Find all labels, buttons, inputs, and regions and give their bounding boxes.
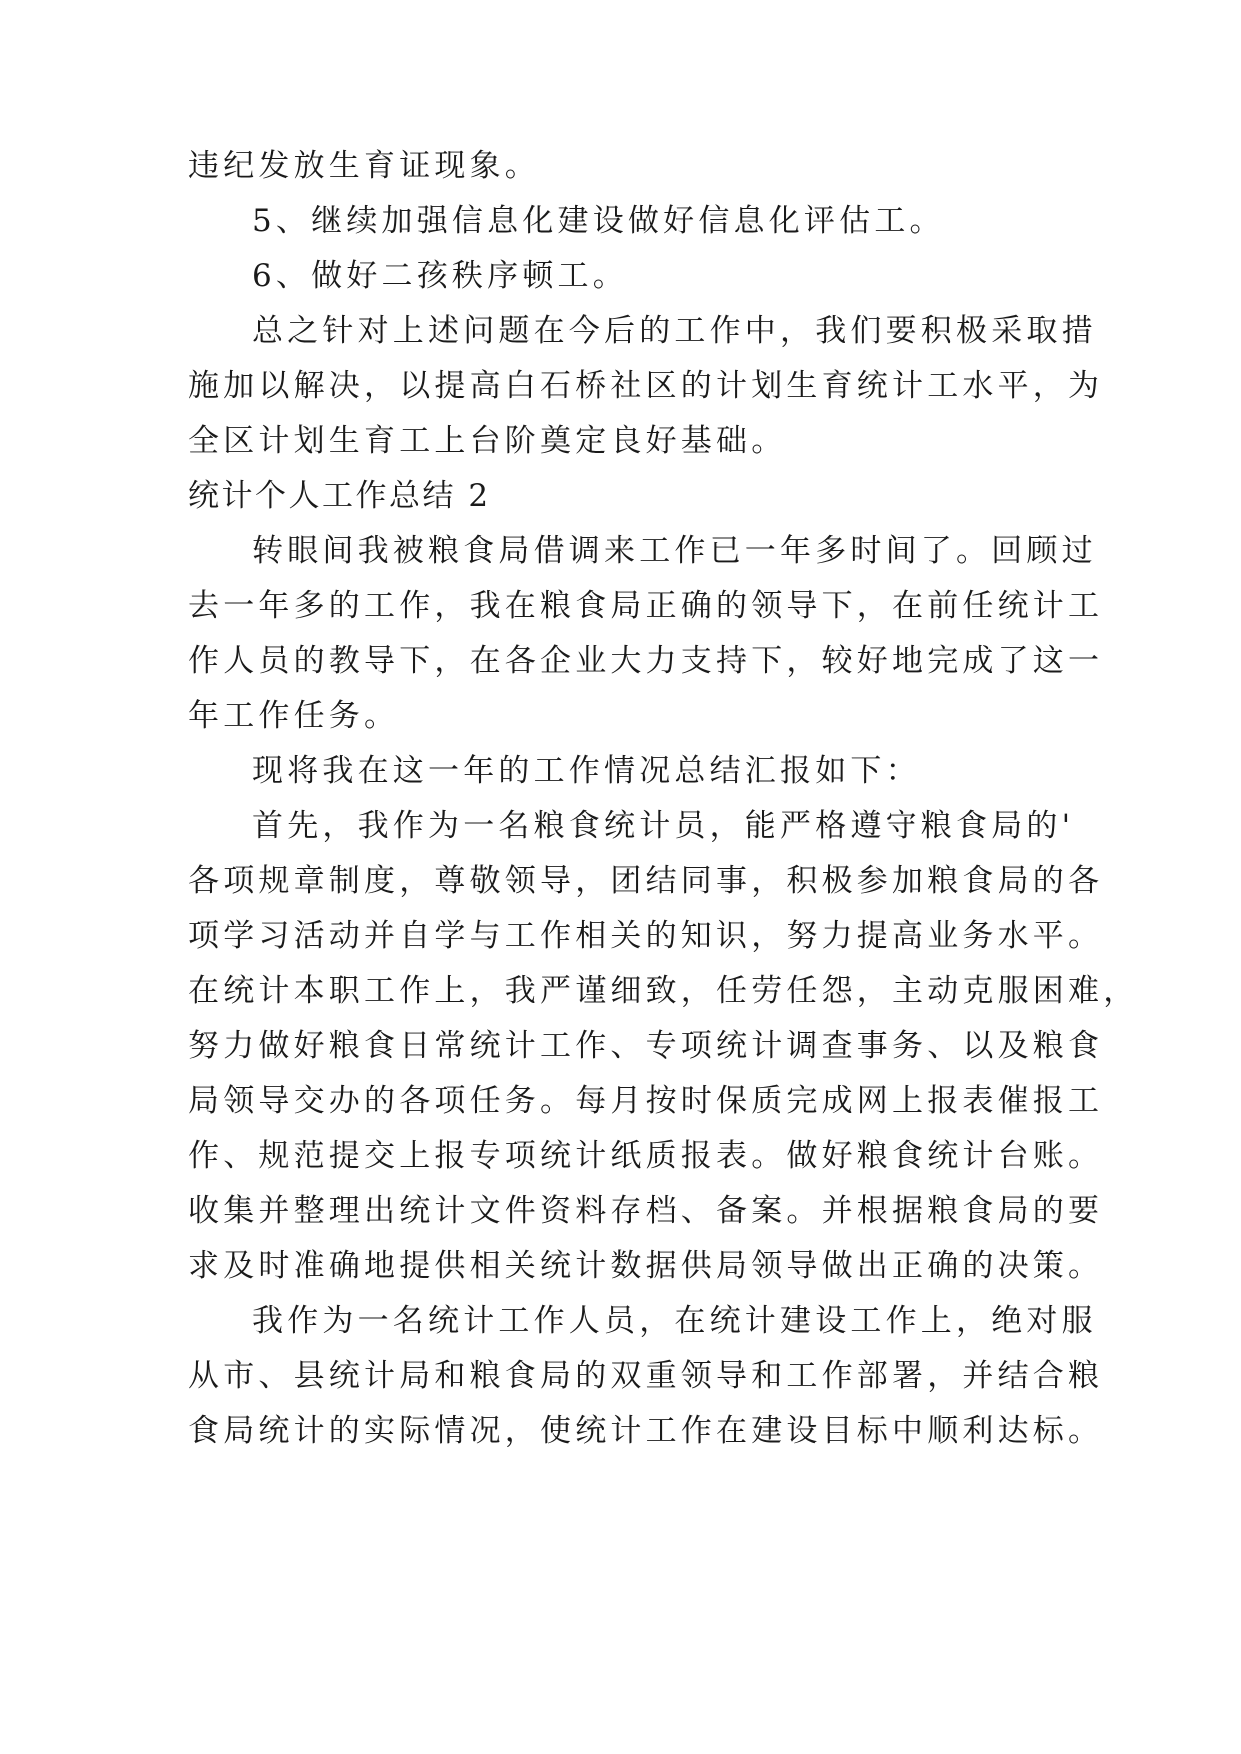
paragraph-line: 各项规章制度，尊敬领导，团结同事，积极参加粮食局的各: [188, 863, 1104, 899]
section-heading: 统计个人工作总结 2: [188, 478, 491, 514]
paragraph-line: 现将我在这一年的工作情况总结汇报如下：: [252, 753, 921, 789]
paragraph-line: 全区计划生育工上台阶奠定良好基础。: [188, 423, 787, 459]
paragraph-line: 转眼间我被粮食局借调来工作已一年多时间了。回顾过: [252, 533, 1097, 569]
paragraph-line: 局领导交办的各项任务。每月按时保质完成网上报表催报工: [188, 1083, 1104, 1119]
paragraph-line: 首先，我作为一名粮食统计员，能严格遵守粮食局的': [252, 808, 1075, 844]
paragraph-line: 食局统计的实际情况，使统计工作在建设目标中顺利达标。: [188, 1413, 1104, 1449]
paragraph-line: 收集并整理出统计文件资料存档、备案。并根据粮食局的要: [188, 1193, 1104, 1229]
paragraph-line: 违纪发放生育证现象。: [188, 148, 540, 184]
paragraph-line: 作、规范提交上报专项统计纸质报表。做好粮食统计台账。: [188, 1138, 1104, 1174]
paragraph-line: 在统计本职工作上，我严谨细致，任劳任怨，主动克服困难，: [188, 973, 1139, 1009]
paragraph-line: 年工作任务。: [188, 698, 400, 734]
paragraph-line: 施加以解决，以提高白石桥社区的计划生育统计工水平，为: [188, 368, 1104, 404]
paragraph-line: 求及时准确地提供相关统计数据供局领导做出正确的决策。: [188, 1248, 1104, 1284]
paragraph-line: 我作为一名统计工作人员，在统计建设工作上，绝对服: [252, 1303, 1097, 1339]
list-item-5: 5、继续加强信息化建设做好信息化评估工。: [252, 203, 945, 239]
paragraph-line: 从市、县统计局和粮食局的双重领导和工作部署，并结合粮: [188, 1358, 1104, 1394]
paragraph-line: 项学习活动并自学与工作相关的知识，努力提高业务水平。: [188, 918, 1104, 954]
paragraph-line: 去一年多的工作，我在粮食局正确的领导下，在前任统计工: [188, 588, 1104, 624]
paragraph-line: 努力做好粮食日常统计工作、专项统计调查事务、以及粮食: [188, 1028, 1104, 1064]
paragraph-line: 总之针对上述问题在今后的工作中，我们要积极采取措: [252, 313, 1097, 349]
paragraph-line: 作人员的教导下，在各企业大力支持下，较好地完成了这一: [188, 643, 1104, 679]
list-item-6: 6、做好二孩秩序顿工。: [252, 258, 628, 294]
